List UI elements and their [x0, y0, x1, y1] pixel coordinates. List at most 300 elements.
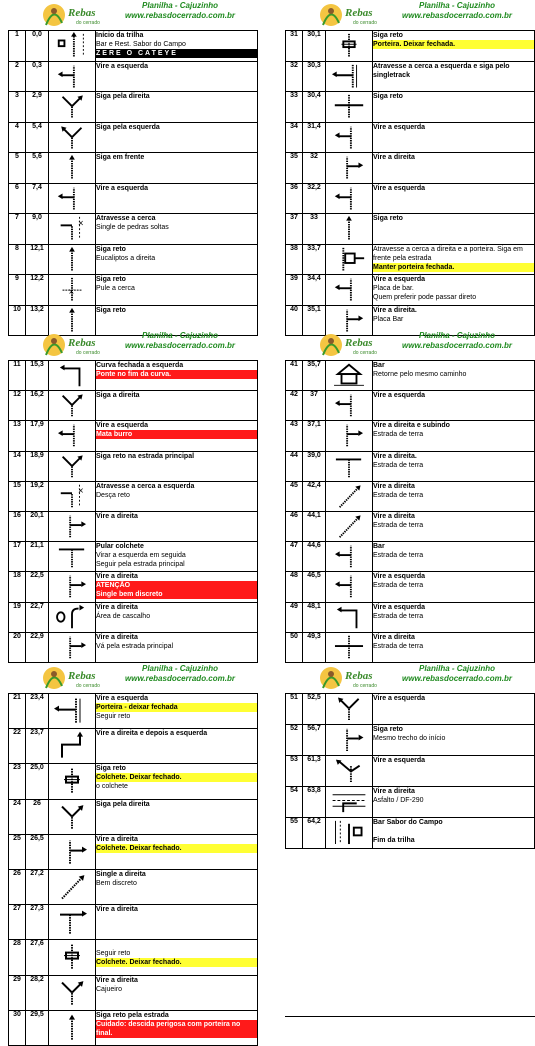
step-number: 20	[9, 632, 26, 662]
step-description	[373, 725, 535, 756]
rebas-logo	[319, 331, 381, 359]
route-step-row	[9, 421, 258, 451]
step-diagram-cell	[49, 602, 96, 632]
step-description	[96, 244, 258, 275]
step-text: Siga reto	[373, 215, 403, 222]
step-km: 15,3	[26, 361, 49, 391]
step-description	[96, 183, 258, 214]
route-step-row	[9, 451, 258, 481]
route-step-row	[286, 481, 535, 511]
step-km: 0,0	[26, 31, 49, 62]
step-diagram-cell	[49, 869, 96, 904]
step-number: 14	[9, 451, 26, 481]
sheet-header	[285, 330, 535, 360]
route-step-row	[286, 391, 535, 421]
step-text: Siga pela direita	[96, 93, 150, 100]
step-diagram-cell	[49, 391, 96, 421]
step-description	[96, 905, 258, 940]
step-number: 7	[9, 214, 26, 245]
turn-right-icon	[329, 306, 369, 333]
turn-left-icon	[52, 184, 92, 211]
route-step-row	[286, 756, 535, 787]
step-diagram-cell	[49, 61, 96, 92]
straight-icon	[52, 306, 92, 333]
route-step-row	[9, 92, 258, 123]
step-diagram-cell	[326, 756, 373, 787]
step-diagram-cell	[49, 632, 96, 662]
step-km: 23,4	[26, 694, 49, 729]
footer-rule	[285, 1016, 535, 1017]
step-text: Início da trilha	[96, 32, 144, 39]
step-text: Vire a direita	[373, 512, 415, 520]
step-number: 40	[286, 305, 303, 336]
step-number: 42	[286, 391, 303, 421]
site-url: www.rebasdocerrado.com.br	[125, 674, 235, 683]
step-km: 22,9	[26, 632, 49, 662]
rebas-logo	[42, 331, 104, 359]
route-table	[8, 693, 258, 1046]
rebas-logo	[319, 1, 381, 29]
step-number: 27	[9, 905, 26, 940]
step-description	[373, 122, 535, 153]
route-step-row	[286, 725, 535, 756]
step-text: Pule a cerca	[96, 285, 135, 292]
step-km: 33,7	[303, 244, 326, 275]
step-number: 32	[286, 61, 303, 92]
step-number: 30	[9, 1010, 26, 1045]
route-step-row	[286, 361, 535, 391]
step-diagram-cell	[49, 729, 96, 764]
route-step-row	[9, 729, 258, 764]
step-description	[96, 122, 258, 153]
step-text: o colchete	[96, 783, 128, 791]
route-step-row	[286, 92, 535, 123]
cross-icon	[329, 92, 369, 119]
route-step-row	[286, 694, 535, 725]
route-step-row	[286, 511, 535, 541]
step-diagram-cell	[49, 421, 96, 451]
step-text: Vire a esquerda	[96, 184, 149, 192]
route-step-row	[9, 214, 258, 245]
step-number: 1	[9, 31, 26, 62]
step-diagram-cell	[49, 275, 96, 306]
step-km: 64,2	[303, 818, 326, 849]
step-text: Atravesse a cerca a esquerda	[96, 482, 195, 490]
tee-icon	[329, 452, 369, 478]
sheet-block	[8, 663, 258, 1046]
route-step-row	[286, 244, 535, 275]
route-step-row	[9, 799, 258, 834]
step-description	[96, 834, 258, 869]
step-km: 61,3	[303, 756, 326, 787]
step-number: 44	[286, 451, 303, 481]
step-diagram-cell	[326, 183, 373, 214]
step-diagram-cell	[326, 481, 373, 511]
route-step-row	[9, 481, 258, 511]
step-text: Vire a esquerda	[373, 757, 426, 764]
svg-text:do cerrado: do cerrado	[353, 683, 377, 689]
step-description	[373, 694, 535, 725]
step-description	[96, 764, 258, 799]
step-description	[96, 511, 258, 541]
step-number: 41	[286, 361, 303, 391]
step-km: 5,4	[26, 122, 49, 153]
turn-left-icon	[329, 123, 369, 150]
step-text: Siga reto	[96, 245, 126, 253]
step-number: 23	[9, 764, 26, 799]
step-number: 28	[9, 940, 26, 975]
step-text: Cajueiro	[96, 985, 123, 993]
route-step-row	[9, 834, 258, 869]
route-step-row	[9, 572, 258, 602]
step-number: 19	[9, 602, 26, 632]
svg-text:do cerrado: do cerrado	[76, 20, 100, 26]
step-description	[373, 421, 535, 451]
step-text: Siga reto pela estrada	[96, 1011, 169, 1019]
step-description	[96, 481, 258, 511]
step-text: Desça reto	[96, 491, 130, 499]
svg-text:Rebas: Rebas	[345, 7, 373, 19]
turn-right-icon	[52, 633, 92, 659]
step-description	[96, 214, 258, 245]
step-text: Vire a esquerda	[96, 62, 149, 70]
step-number: 11	[9, 361, 26, 391]
gate-icon	[329, 31, 369, 58]
step-description	[373, 572, 535, 602]
step-text: Vire a esquerda	[373, 123, 426, 131]
step-text: Atravesse a cerca a esquerda e siga pelo singletrack	[373, 62, 510, 79]
step-diagram-cell	[49, 905, 96, 940]
step-km: 49,3	[303, 632, 326, 662]
step-description	[373, 787, 535, 818]
sheet-title: Planilha - Cajuzinho	[141, 664, 218, 673]
fork-right-icon	[52, 800, 92, 831]
route-table	[285, 360, 535, 663]
step-km: 27,6	[26, 940, 49, 975]
route-table	[285, 693, 535, 849]
step-description	[96, 975, 258, 1010]
fork-left-icon	[329, 694, 369, 721]
step-text: Siga pela direita	[96, 800, 150, 808]
step-km: 12,1	[26, 244, 49, 275]
step-text: Bar Sabor do Campo	[373, 819, 443, 826]
step-number: 22	[9, 729, 26, 764]
step-warning: Porteira - deixar fechada	[96, 703, 257, 712]
step-text: Vire a direita	[96, 573, 138, 581]
site-url: www.rebasdocerrado.com.br	[125, 11, 235, 20]
step-description	[96, 602, 258, 632]
step-km: 35,1	[303, 305, 326, 336]
step-text: Vire a direita	[96, 976, 138, 984]
route-step-row	[9, 244, 258, 275]
step-diagram-cell	[49, 244, 96, 275]
step-km: 22,5	[26, 572, 49, 602]
step-diagram-cell	[49, 542, 96, 572]
step-text: Siga reto	[96, 306, 126, 314]
route-step-row	[9, 602, 258, 632]
step-description	[373, 818, 535, 849]
step-description	[373, 31, 535, 62]
step-km: 19,2	[26, 481, 49, 511]
step-warning: Colchete. Deixar fechado.	[96, 773, 257, 782]
step-description	[96, 361, 258, 391]
step-description	[96, 632, 258, 662]
rebas-logo	[319, 664, 381, 692]
step-warning: Colchete. Deixar fechado.	[96, 844, 257, 853]
step-description	[96, 421, 258, 451]
step-text: Vire a esquerda	[373, 276, 426, 283]
route-step-row	[9, 940, 258, 975]
turn-right-icon	[329, 725, 369, 752]
step-number: 33	[286, 92, 303, 123]
step-text: Siga reto	[96, 765, 126, 773]
step-text: Quem preferir pode passar direto	[373, 294, 477, 301]
route-step-row	[286, 632, 535, 662]
fork-right-icon	[52, 452, 92, 478]
step-description	[373, 602, 535, 632]
step-warning: Mata burro	[96, 430, 257, 439]
step-text: Vire a esquerda	[96, 695, 149, 702]
step-number: 10	[9, 305, 26, 336]
step-description	[373, 451, 535, 481]
step-text: Seguir reto	[96, 950, 131, 958]
step-text: Single de pedras soltas	[96, 224, 169, 231]
step-km: 16,2	[26, 391, 49, 421]
step-number: 54	[286, 787, 303, 818]
route-step-row	[9, 153, 258, 184]
step-diagram-cell	[326, 61, 373, 92]
step-description	[373, 391, 535, 421]
step-number: 55	[286, 818, 303, 849]
svg-text:Rebas: Rebas	[345, 337, 373, 349]
step-text: Estrada de terra	[373, 552, 424, 560]
step-diagram-cell	[49, 183, 96, 214]
step-number: 26	[9, 869, 26, 904]
step-warning: Cuidado: descida perigosa com porteira no final.	[96, 1020, 257, 1038]
route-step-row	[286, 572, 535, 602]
fence-left-icon	[329, 62, 369, 89]
step-km: 7,4	[26, 183, 49, 214]
step-diagram-cell	[326, 818, 373, 849]
curve-left-icon	[52, 361, 92, 387]
step-number: 25	[9, 834, 26, 869]
step-diagram-cell	[49, 361, 96, 391]
gate-icon	[52, 940, 92, 971]
sheet-block	[285, 663, 535, 849]
step-km: 31,4	[303, 122, 326, 153]
step-km: 46,5	[303, 572, 326, 602]
step-description	[373, 183, 535, 214]
turn-right-icon	[52, 572, 92, 598]
step-number: 15	[9, 481, 26, 511]
route-step-row	[9, 869, 258, 904]
svg-text:do cerrado: do cerrado	[353, 20, 377, 26]
step-km: 26,5	[26, 834, 49, 869]
step-text: Siga reto	[96, 276, 126, 283]
turn-right-icon	[329, 421, 369, 447]
step-number: 3	[9, 92, 26, 123]
step-diagram-cell	[326, 632, 373, 662]
step-km: 2,9	[26, 92, 49, 123]
route-step-row	[9, 61, 258, 92]
step-number: 17	[9, 542, 26, 572]
step-text: Atravesse a cerca a direita e a porteira. Siga em frente pela estrada	[373, 245, 523, 262]
step-text: Vá pela estrada principal	[96, 642, 174, 650]
route-step-row	[9, 183, 258, 214]
step-km: 34,4	[303, 275, 326, 306]
step-description	[96, 61, 258, 92]
route-step-row	[286, 183, 535, 214]
step-km: 52,5	[303, 694, 326, 725]
step-km: 27,2	[26, 869, 49, 904]
finish-icon	[329, 818, 369, 845]
route-step-row	[9, 632, 258, 662]
step-diagram-cell	[49, 214, 96, 245]
step-diagram-cell	[49, 481, 96, 511]
route-step-row	[286, 787, 535, 818]
rebas-logo	[42, 664, 104, 692]
step-km: 5,6	[26, 153, 49, 184]
gate-icon	[52, 764, 92, 795]
step-km: 0,3	[26, 61, 49, 92]
step-description	[373, 632, 535, 662]
route-step-row	[9, 275, 258, 306]
sheet-title: Planilha - Cajuzinho	[418, 331, 495, 340]
step-text: Vire a direita	[96, 835, 138, 843]
step-text: Bar	[373, 543, 385, 551]
tee-icon	[52, 542, 92, 568]
sheet-header	[285, 0, 535, 30]
step-description	[373, 361, 535, 391]
step-km: 26	[26, 799, 49, 834]
sheet-title: Planilha - Cajuzinho	[418, 664, 495, 673]
step-text: Siga pela esquerda	[96, 123, 160, 131]
step-description	[96, 799, 258, 834]
route-step-row	[286, 451, 535, 481]
step-number: 49	[286, 602, 303, 632]
step-diagram-cell	[326, 511, 373, 541]
step-description	[373, 61, 535, 92]
step-km: 22,7	[26, 602, 49, 632]
turn-left-icon	[329, 542, 369, 568]
gravel-right-icon	[52, 603, 92, 629]
step-text: Pular colchete	[96, 543, 144, 551]
step-text: Bem discreto	[96, 879, 137, 887]
step-description	[96, 542, 258, 572]
diag-right-icon	[329, 512, 369, 538]
step-text: Vire a esquerda	[96, 422, 149, 430]
step-number: 51	[286, 694, 303, 725]
step-text: Vire a direita.	[373, 306, 417, 314]
step-description	[373, 244, 535, 275]
step-km: 25,0	[26, 764, 49, 799]
step-text: Vire a direita e depois a esquerda	[96, 730, 208, 738]
cross-icon	[329, 633, 369, 659]
step-description	[96, 391, 258, 421]
straight-icon	[329, 214, 369, 241]
step-text: Vire a direita	[96, 633, 138, 641]
sheet-header	[285, 663, 535, 693]
step-description	[373, 542, 535, 572]
route-step-row	[9, 391, 258, 421]
step-km: 48,1	[303, 602, 326, 632]
straight-icon	[52, 153, 92, 180]
fork-left-icon	[52, 123, 92, 150]
fence-right-icon	[329, 245, 369, 272]
svg-text:Rebas: Rebas	[345, 670, 373, 682]
step-km: 30,3	[303, 61, 326, 92]
sheet-header	[8, 0, 258, 30]
straight-icon	[52, 1011, 92, 1042]
step-number: 48	[286, 572, 303, 602]
fence-icon	[52, 482, 92, 508]
step-diagram-cell	[49, 451, 96, 481]
step-number: 4	[9, 122, 26, 153]
step-diagram-cell	[326, 361, 373, 391]
svg-text:do cerrado: do cerrado	[353, 350, 377, 356]
step-text: Bar	[373, 362, 385, 369]
step-text: Estrada de terra	[373, 491, 424, 499]
step-description	[96, 451, 258, 481]
step-warning: Colchete. Deixar fechado.	[96, 958, 257, 967]
step-number: 9	[9, 275, 26, 306]
sheet-block	[8, 0, 258, 336]
step-text: Vire a esquerda	[373, 392, 426, 400]
step-text: Fim da trilha	[373, 837, 415, 844]
diag-right-icon	[52, 870, 92, 901]
step-diagram-cell	[326, 122, 373, 153]
step-km: 30,1	[303, 31, 326, 62]
route-table	[8, 360, 258, 663]
step-text: Mesmo trecho do início	[373, 735, 446, 742]
route-step-row	[9, 542, 258, 572]
rebas-logo	[42, 1, 104, 29]
step-text: Curva fechada a esquerda	[96, 362, 184, 369]
step-diagram-cell	[49, 31, 96, 62]
step-text: Vire a direita	[96, 603, 138, 611]
svg-text:Rebas: Rebas	[68, 337, 96, 349]
start-icon	[52, 31, 92, 58]
step-diagram-cell	[326, 602, 373, 632]
turn-left-icon	[52, 421, 92, 447]
step-description	[373, 153, 535, 184]
step-km: 42,4	[303, 481, 326, 511]
straight-icon	[52, 245, 92, 272]
step-number: 36	[286, 183, 303, 214]
step-text: Vire a esquerda	[373, 603, 426, 611]
route-step-row	[286, 542, 535, 572]
step-description	[96, 31, 258, 62]
site-url: www.rebasdocerrado.com.br	[125, 341, 235, 350]
turn-left-icon	[329, 275, 369, 302]
step-km: 18,9	[26, 451, 49, 481]
step-diagram-cell	[49, 92, 96, 123]
step-km: 30,4	[303, 92, 326, 123]
step-km: 32,2	[303, 183, 326, 214]
route-step-row	[9, 361, 258, 391]
step-number: 45	[286, 481, 303, 511]
step-km: 29,5	[26, 1010, 49, 1045]
step-diagram-cell	[49, 799, 96, 834]
step-number: 35	[286, 153, 303, 184]
tee-right-icon	[52, 905, 92, 936]
step-text: Estrada de terra	[373, 582, 424, 590]
step-text: Vire a direita	[96, 906, 138, 914]
route-step-row	[286, 602, 535, 632]
sheet-block	[285, 330, 535, 663]
step-text: Vire a direita	[373, 788, 415, 795]
step-description	[373, 756, 535, 787]
